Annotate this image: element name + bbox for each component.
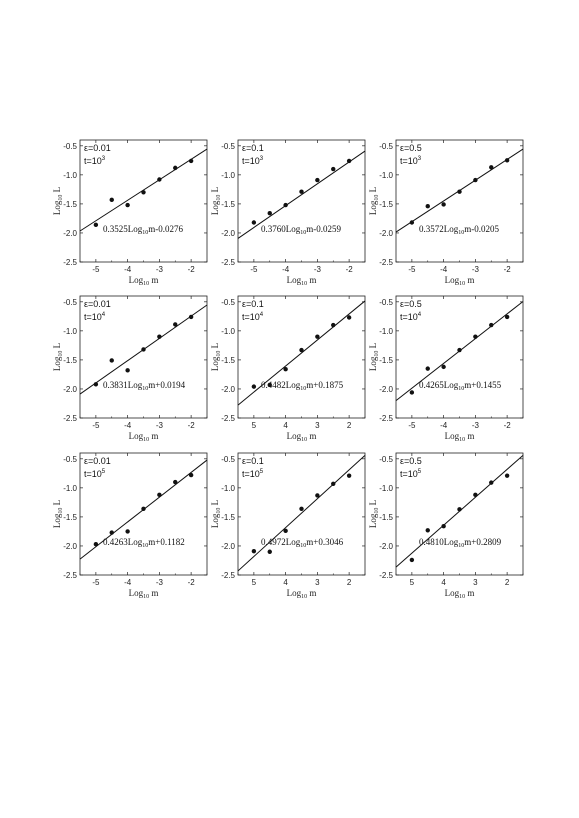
x-axis-label: Log$_{10}$ m <box>444 431 475 443</box>
panel-7 <box>52 453 207 600</box>
t-label: $t=10^4$ <box>84 312 106 322</box>
data-point <box>473 178 477 182</box>
y-tick-label: -2.0 <box>379 228 393 238</box>
y-tick-label: -2.5 <box>63 414 77 423</box>
data-point <box>441 524 445 528</box>
x-tick-label: 2 <box>504 578 510 587</box>
data-point <box>94 542 98 546</box>
y-tick-label: -1.0 <box>221 170 235 180</box>
x-tick-label: -2 <box>503 421 511 430</box>
x-tick-label: -5 <box>92 421 100 430</box>
data-point <box>426 528 430 532</box>
x-axis-label: Log$_{10}$ m <box>286 431 317 443</box>
y-tick-label: -2.0 <box>221 384 235 394</box>
x-tick-label: -4 <box>440 265 448 274</box>
data-point <box>489 165 493 169</box>
y-tick-label: -0.5 <box>221 454 235 464</box>
y-tick-label: -2.5 <box>379 414 393 423</box>
y-axis-label: Log$_{10}$ L <box>52 342 64 372</box>
y-tick-label: -1.5 <box>63 355 77 365</box>
data-point <box>347 159 351 163</box>
data-point <box>426 366 430 370</box>
x-tick-label: -5 <box>92 265 100 274</box>
t-label: $t=10^5$ <box>84 469 106 479</box>
y-axis-label: Log$_{10}$ L <box>368 186 380 216</box>
x-tick-label: -4 <box>124 578 132 587</box>
y-tick-label: -1.0 <box>379 326 393 336</box>
data-point <box>110 198 114 202</box>
x-tick-label: 5 <box>251 421 257 430</box>
x-axis-label: Log$_{10}$ m <box>286 275 317 287</box>
y-tick-label: -2.0 <box>221 541 235 551</box>
data-point <box>141 507 145 511</box>
y-tick-label: -1.5 <box>63 512 77 522</box>
data-point <box>299 190 303 194</box>
data-point <box>125 368 129 372</box>
y-tick-label: -2.5 <box>63 571 77 580</box>
data-point <box>252 384 256 388</box>
y-tick-label: -2.0 <box>379 541 393 551</box>
fit-equation: 0.3760Log$_{10}$m-0.0259 <box>261 224 341 236</box>
data-point <box>141 190 145 194</box>
data-point <box>315 178 319 182</box>
data-point <box>410 558 414 562</box>
data-point <box>410 390 414 394</box>
y-tick-label: -1.0 <box>221 483 235 493</box>
y-tick-label: -1.5 <box>221 355 235 365</box>
y-tick-label: -1.0 <box>63 483 77 493</box>
epsilon-label: ε=0.1 <box>242 456 264 466</box>
y-tick-label: -0.5 <box>63 297 77 307</box>
t-label: $t=10^5$ <box>242 469 264 479</box>
t-label: $t=10^3$ <box>400 156 422 166</box>
y-tick-label: -2.0 <box>63 541 77 551</box>
y-tick-label: -2.0 <box>63 228 77 238</box>
x-axis-label: Log$_{10}$ m <box>286 588 317 600</box>
data-point <box>252 549 256 553</box>
x-tick-label: -5 <box>408 421 416 430</box>
data-point <box>331 167 335 171</box>
epsilon-label: ε=0.1 <box>242 299 264 309</box>
y-axis-label: Log$_{10}$ L <box>210 342 222 372</box>
epsilon-label: ε=0.1 <box>242 143 264 153</box>
x-tick-label: 4 <box>441 578 446 587</box>
y-tick-label: -0.5 <box>63 454 77 464</box>
data-point <box>268 211 272 215</box>
data-point <box>457 190 461 194</box>
y-tick-label: -2.5 <box>221 414 235 423</box>
data-point <box>426 204 430 208</box>
x-tick-label: 2 <box>346 578 352 587</box>
data-point <box>283 529 287 533</box>
panel-4 <box>52 296 207 443</box>
y-axis-label: Log$_{10}$ L <box>52 186 64 216</box>
x-tick-label: -4 <box>282 265 290 274</box>
t-label: $t=10^4$ <box>400 312 422 322</box>
x-tick-label: 5 <box>251 578 257 587</box>
x-tick-label: -3 <box>313 265 321 274</box>
data-point <box>283 203 287 207</box>
x-tick-label: -2 <box>187 265 195 274</box>
y-tick-label: -0.5 <box>379 454 393 464</box>
y-tick-label: -1.0 <box>63 326 77 336</box>
y-tick-label: -1.0 <box>221 326 235 336</box>
fit-equation: 0.4972Log$_{10}$m+0.3046 <box>261 537 344 549</box>
y-tick-label: -2.5 <box>379 258 393 267</box>
data-point <box>347 473 351 477</box>
fit-equation: 0.3525Log$_{10}$m-0.0276 <box>103 224 183 236</box>
data-point <box>173 166 177 170</box>
y-tick-label: -0.5 <box>63 141 77 151</box>
data-point <box>110 530 114 534</box>
data-point <box>489 480 493 484</box>
y-tick-label: -2.5 <box>63 258 77 267</box>
data-point <box>505 473 509 477</box>
data-point <box>347 315 351 319</box>
data-point <box>173 480 177 484</box>
x-tick-label: 4 <box>283 578 288 587</box>
data-point <box>331 323 335 327</box>
data-point <box>457 348 461 352</box>
data-point <box>505 158 509 162</box>
panel-1 <box>52 140 207 287</box>
data-point <box>315 493 319 497</box>
x-tick-label: -3 <box>471 421 479 430</box>
data-point <box>157 493 161 497</box>
x-tick-label: -4 <box>440 421 448 430</box>
x-tick-label: -5 <box>92 578 100 587</box>
data-point <box>157 334 161 338</box>
fit-equation: 0.3572Log$_{10}$m-0.0205 <box>419 224 499 236</box>
data-point <box>473 334 477 338</box>
epsilon-label: ε=0.01 <box>84 456 111 466</box>
x-tick-label: 3 <box>473 578 478 587</box>
y-tick-label: -1.0 <box>379 170 393 180</box>
epsilon-label: ε=0.01 <box>84 299 111 309</box>
data-point <box>252 220 256 224</box>
y-axis-label: Log$_{10}$ L <box>210 186 222 216</box>
data-point <box>315 334 319 338</box>
data-point <box>189 159 193 163</box>
y-tick-label: -1.5 <box>221 512 235 522</box>
x-tick-label: -4 <box>124 421 132 430</box>
panel-9 <box>368 453 523 600</box>
x-tick-label: 3 <box>315 421 320 430</box>
x-axis-label: Log$_{10}$ m <box>128 588 159 600</box>
panel-5 <box>210 296 365 443</box>
x-tick-label: 5 <box>409 578 415 587</box>
data-point <box>141 347 145 351</box>
x-tick-label: -2 <box>345 265 353 274</box>
data-point <box>299 507 303 511</box>
data-point <box>441 365 445 369</box>
data-point <box>110 358 114 362</box>
data-point <box>125 529 129 533</box>
x-tick-label: 3 <box>315 578 320 587</box>
fit-equation: 0.4265Log$_{10}$m+0.1455 <box>419 380 502 392</box>
x-axis-label: Log$_{10}$ m <box>128 275 159 287</box>
data-point <box>189 473 193 477</box>
x-tick-label: -2 <box>503 265 511 274</box>
x-axis-label: Log$_{10}$ m <box>444 275 475 287</box>
x-tick-label: -2 <box>187 578 195 587</box>
fit-equation: 0.4482Log$_{10}$m+0.1875 <box>261 380 344 392</box>
epsilon-label: ε=0.01 <box>84 143 111 153</box>
data-point <box>441 202 445 206</box>
y-tick-label: -0.5 <box>379 141 393 151</box>
y-axis-label: Log$_{10}$ L <box>368 342 380 372</box>
epsilon-label: ε=0.5 <box>400 143 422 153</box>
data-point <box>268 550 272 554</box>
y-tick-label: -0.5 <box>379 297 393 307</box>
y-tick-label: -0.5 <box>221 297 235 307</box>
epsilon-label: ε=0.5 <box>400 456 422 466</box>
y-tick-label: -1.0 <box>63 170 77 180</box>
panel-8 <box>210 453 365 600</box>
data-point <box>125 203 129 207</box>
fit-equation: 0.4810Log$_{10}$m+0.2809 <box>419 537 502 549</box>
x-tick-label: -5 <box>250 265 258 274</box>
data-point <box>299 348 303 352</box>
y-axis-label: Log$_{10}$ L <box>210 499 222 529</box>
data-point <box>489 323 493 327</box>
x-tick-label: 4 <box>283 421 288 430</box>
panel-6 <box>368 296 523 443</box>
y-tick-label: -1.5 <box>379 355 393 365</box>
data-point <box>505 315 509 319</box>
y-tick-label: -2.5 <box>221 571 235 580</box>
t-label: $t=10^4$ <box>242 312 264 322</box>
y-tick-label: -0.5 <box>221 141 235 151</box>
x-tick-label: -3 <box>471 265 479 274</box>
y-tick-label: -2.5 <box>379 571 393 580</box>
x-tick-label: -3 <box>155 578 163 587</box>
data-point <box>173 322 177 326</box>
t-label: $t=10^3$ <box>84 156 106 166</box>
y-tick-label: -2.5 <box>221 258 235 267</box>
panel-2 <box>210 140 365 287</box>
y-tick-label: -1.0 <box>379 483 393 493</box>
x-tick-label: -3 <box>155 265 163 274</box>
y-tick-label: -2.0 <box>221 228 235 238</box>
data-point <box>457 507 461 511</box>
x-axis-label: Log$_{10}$ m <box>128 431 159 443</box>
y-axis-label: Log$_{10}$ L <box>368 499 380 529</box>
x-tick-label: -2 <box>187 421 195 430</box>
t-label: $t=10^5$ <box>400 469 422 479</box>
data-point <box>94 223 98 227</box>
y-tick-label: -1.5 <box>379 199 393 209</box>
x-tick-label: -4 <box>124 265 132 274</box>
data-point <box>283 367 287 371</box>
fit-equation: 0.4263Log$_{10}$m+0.1182 <box>103 537 185 549</box>
y-tick-label: -2.0 <box>63 384 77 394</box>
data-point <box>473 493 477 497</box>
y-tick-label: -2.0 <box>379 384 393 394</box>
data-point <box>410 220 414 224</box>
x-tick-label: -5 <box>408 265 416 274</box>
x-tick-label: -3 <box>155 421 163 430</box>
y-tick-label: -1.5 <box>379 512 393 522</box>
y-tick-label: -1.5 <box>221 199 235 209</box>
x-tick-label: 2 <box>346 421 352 430</box>
y-axis-label: Log$_{10}$ L <box>52 499 64 529</box>
y-tick-label: -1.5 <box>63 199 77 209</box>
t-label: $t=10^3$ <box>242 156 264 166</box>
data-point <box>94 382 98 386</box>
data-point <box>331 482 335 486</box>
epsilon-label: ε=0.5 <box>400 299 422 309</box>
data-point <box>157 177 161 181</box>
panel-3 <box>368 140 523 287</box>
x-axis-label: Log$_{10}$ m <box>444 588 475 600</box>
fit-equation: 0.3831Log$_{10}$m+0.0194 <box>103 380 186 392</box>
data-point <box>189 315 193 319</box>
